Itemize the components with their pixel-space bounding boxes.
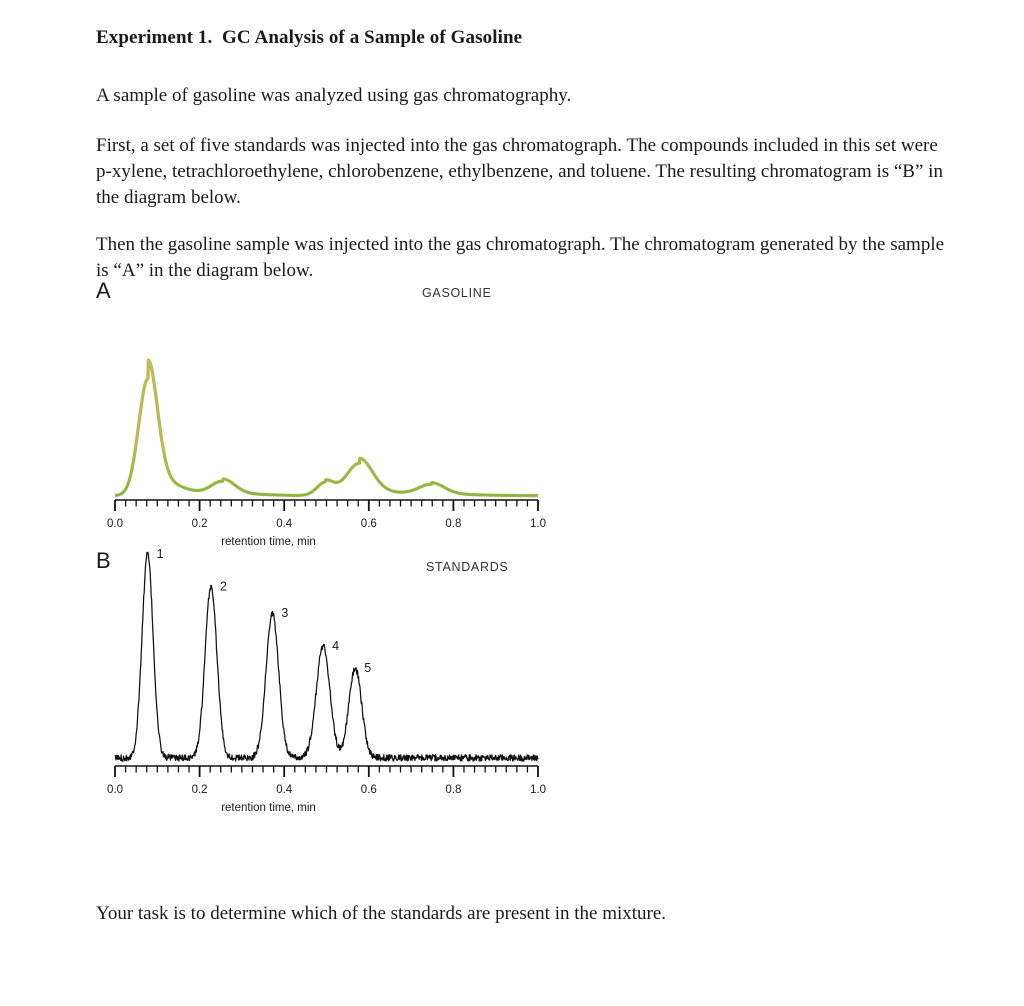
paragraph-sample: Then the gasoline sample was injected into the gas chromatograph. The chromatogram generated by the sample is “A” in the diagram below. (96, 234, 945, 281)
x-axis-a (115, 500, 538, 511)
svg-text:1.0: 1.0 (530, 518, 546, 530)
peak-label-5: 5 (364, 661, 372, 676)
peak-label-2: 2 (220, 579, 227, 594)
peak-label-4: 4 (332, 638, 340, 653)
paragraph-task: Your task is to determine which of the standards are present in the mixture. (96, 903, 667, 924)
paragraph-standards: First, a set of five standards was injected into the gas chromatograph. The compounds included in this set were p-xylene, tetrachloroethylene, chlorobenzene, ethylbenzene, and toluene. The resulting chromatogram is “B” in the diagram below. (96, 135, 943, 208)
svg-text:0.2: 0.2 (191, 518, 208, 530)
svg-text:retention time, min: retention time, min (221, 802, 316, 814)
chromatogram-b-plot (96, 548, 566, 828)
svg-text:0.4: 0.4 (276, 518, 293, 530)
peak-label-1: 1 (156, 548, 164, 561)
panel-a-title: GASOLINE (422, 286, 492, 300)
svg-text:1.0: 1.0 (530, 784, 546, 796)
peak-label-3: 3 (281, 606, 289, 621)
svg-text:0.4: 0.4 (276, 784, 293, 796)
peak-number-labels (157, 548, 372, 675)
x-axis-b (115, 766, 538, 777)
svg-text:0.6: 0.6 (360, 518, 377, 530)
svg-text:0.6: 0.6 (360, 784, 377, 796)
chromatogram-b (96, 548, 566, 828)
chromatogram-a (96, 278, 566, 546)
svg-text:0.0: 0.0 (107, 518, 123, 530)
paragraph-intro: A sample of gasoline was analyzed using gas chromatography. (96, 85, 572, 106)
svg-text:retention time, min: retention time, min (221, 536, 316, 546)
panel-b-title: STANDARDS (426, 560, 509, 574)
svg-text:0.8: 0.8 (445, 784, 462, 796)
svg-text:0.8: 0.8 (445, 518, 462, 530)
x-axis-labels-b (107, 784, 546, 814)
panel-a-letter: A (96, 278, 111, 303)
trace-standards (115, 552, 538, 761)
chromatogram-a-plot (96, 278, 566, 546)
svg-text:0.2: 0.2 (191, 784, 208, 796)
page-title: Experiment 1. GC Analysis of a Sample of Gasoline (96, 26, 523, 48)
trace-gasoline (115, 360, 538, 496)
panel-b-letter: B (96, 548, 111, 573)
x-axis-labels-a (107, 518, 546, 546)
svg-text:0.0: 0.0 (107, 784, 123, 796)
